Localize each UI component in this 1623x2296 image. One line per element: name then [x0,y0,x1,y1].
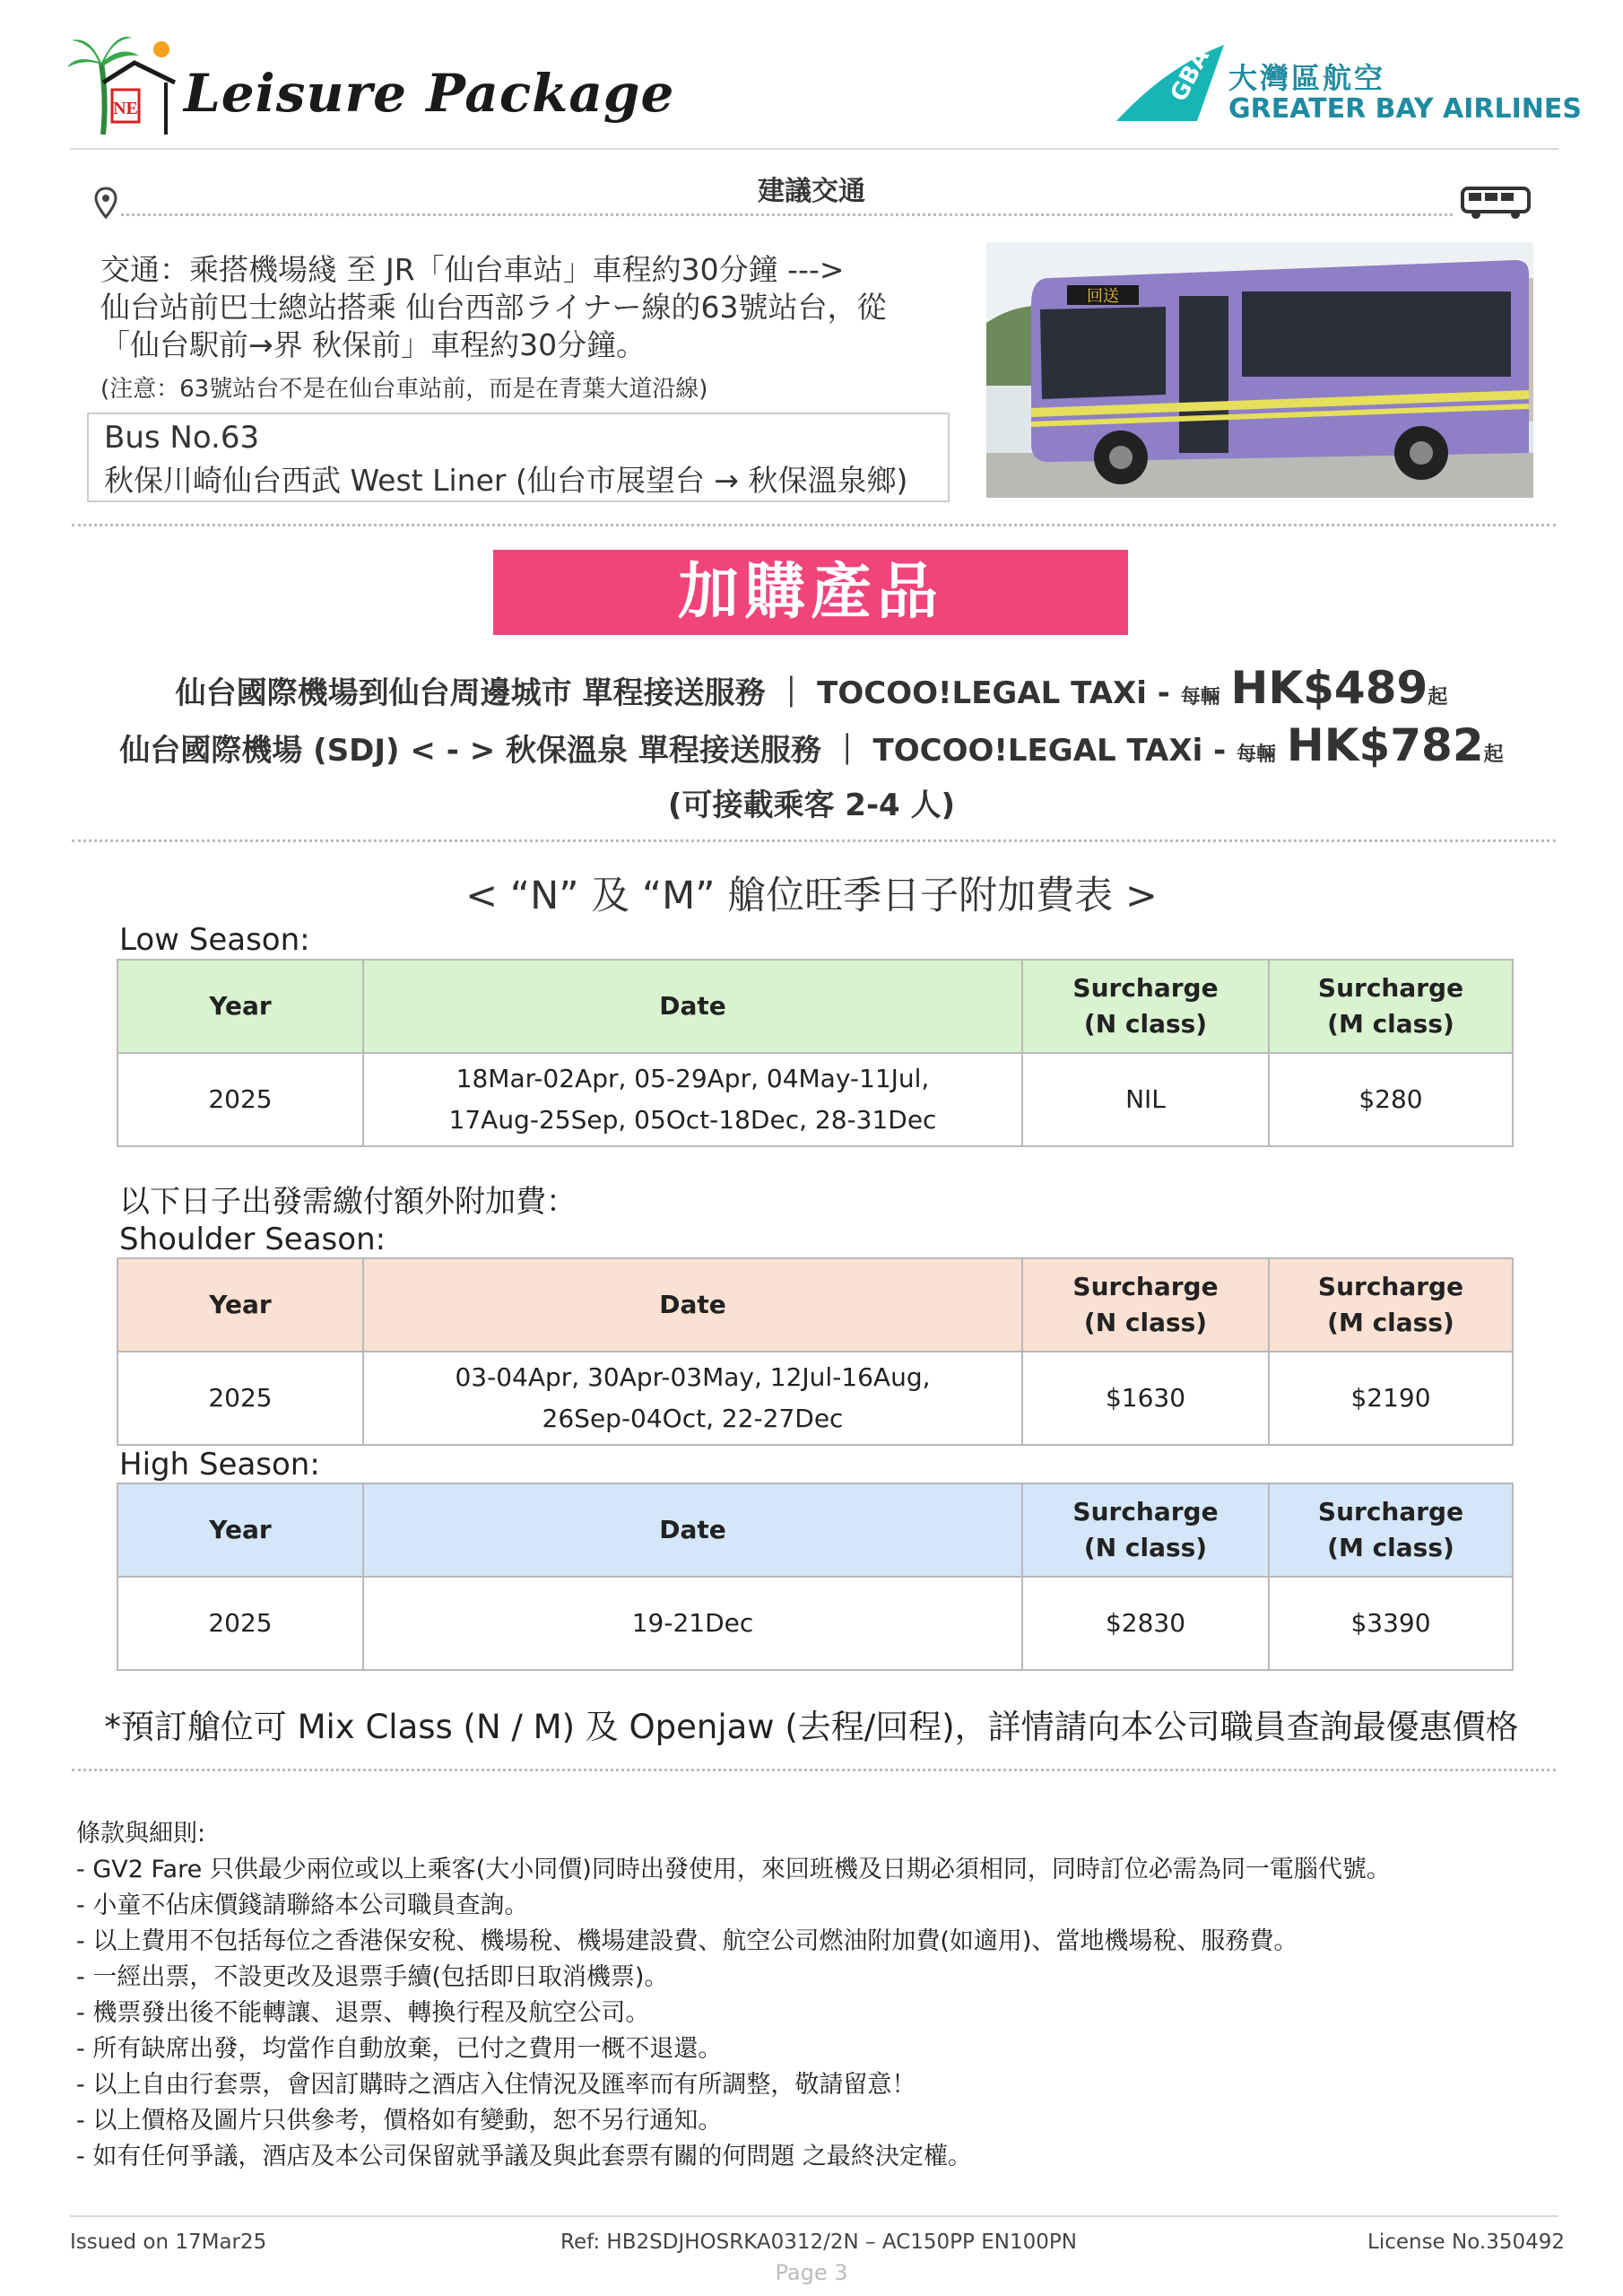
table-header-row [117,1483,1513,1577]
addon-line-3: (可接載乘客 2-4 人) [667,787,956,823]
brand-mark: NE [113,99,138,118]
terms-item: - 以上價格及圖片只供參考，價格如有變動，恕不另行通知。 [76,2107,723,2135]
low-season-table [117,959,1514,1147]
high-season-table [117,1483,1514,1671]
table-row [117,1577,1513,1670]
transport-note: (注意：63號站台不是在仙台車站前，而是在青葉大道沿線) [100,376,708,403]
header-divider [70,148,1558,150]
col-year: Year [117,1258,363,1352]
extra-surcharge-note: 以下日子出發需繳付額外附加費： [119,1184,577,1220]
high-season-label: High Season: [119,1447,320,1483]
shoulder-year: 2025 [117,1352,363,1445]
table-row [117,1352,1513,1445]
high-m-surcharge: $3390 [1269,1577,1513,1670]
col-date: Date [363,960,1022,1053]
transport-title-dots [121,213,1453,216]
addon-line-2-text: 仙台國際機場 (SDJ) < - > 秋保溫泉 單程接送服務 ｜ TOCOO!LEGAL TAXi - [119,733,1237,769]
low-m-surcharge: $280 [1269,1053,1513,1146]
col-m-surcharge: Surcharge (M class) [1269,960,1513,1053]
section-divider-1 [72,524,1556,526]
addon-line-2-price: HK$782 [1286,719,1484,771]
addon-line-1-suffix: 起 [1428,686,1448,709]
low-n-surcharge: NIL [1022,1053,1269,1146]
footer-divider [70,2215,1558,2217]
bus-number: Bus No.63 [104,420,260,456]
shoulder-season-table [117,1257,1514,1446]
terms-item: - 以上自由行套票，會因訂購時之酒店入住情況及匯率而有所調整，敬請留意！ [76,2071,916,2099]
addon-line-1-text: 仙台國際機場到仙台周邊城市 單程接送服務 ｜ TOCOO!LEGAL TAXi - [175,675,1181,711]
addon-line-2-suffix: 起 [1483,744,1504,766]
terms-item: - 機票發出後不能轉讓、退票、轉換行程及航空公司。 [76,1999,650,2027]
terms-item: - 以上費用不包括每位之香港保安稅、機場稅、機場建設費、航空公司燃油附加費(如適用)、當地機場稅、服務費。 [76,1927,1298,1955]
terms-item: - GV2 Fare 只供最少兩位或以上乘客(大小同價)同時出發使用，來回班機及日期必須相同，同時訂位必需為同一電腦代號。 [76,1856,1391,1883]
table-header-row [117,1258,1513,1352]
low-year: 2025 [117,1053,363,1146]
bus-info-box [87,413,950,502]
col-date: Date [363,1258,1022,1352]
addon-banner: 加購產品 [493,550,1128,635]
shoulder-dates: 03-04Apr, 30Apr-03May, 12Jul-16Aug, 26Sep-04Oct, 22-27Dec [363,1352,1022,1445]
bus-destination-sign: 回送 [1087,287,1119,306]
airline-name-en: GREATER BAY AIRLINES [1228,93,1582,125]
high-dates: 19-21Dec [363,1577,1022,1670]
col-n-surcharge: Surcharge (N class) [1022,960,1269,1053]
terms-section [76,1816,1391,2175]
terms-item: - 小童不佔床價錢請聯絡本公司職員查詢。 [76,1892,529,1919]
season-table-title: < “N” 及 “M” 艙位旺季日子附加費表 > [465,874,1158,918]
addon-line-1 [0,662,1623,714]
terms-item: - 一經出票，不設更改及退票手續(包括即日取消機票)。 [76,1963,669,1991]
addon-line-2 [0,719,1623,771]
col-n-surcharge: Surcharge (N class) [1022,1483,1269,1577]
transport-line-2: 仙台站前巴士總站搭乘 仙台西部ライナー線的63號站台，從 [100,290,887,325]
mix-class-note: *預訂艙位可 Mix Class (N / M) 及 Openjaw (去程/回程)，詳情請向本公司職員查詢最優惠價格 [104,1708,1519,1746]
col-m-surcharge: Surcharge (M class) [1269,1258,1513,1352]
transport-line-1: 交通：乘搭機場綫 至 JR「仙台車站」車程約30分鐘 ---> [100,252,845,287]
page-number: Page 3 [775,2260,848,2285]
bus-photo [986,242,1533,498]
map-pin-icon [94,187,117,219]
terms-item: - 如有任何爭議，酒店及本公司保留就爭議及與此套票有關的何問題 之最終決定權。 [76,2143,972,2170]
col-date: Date [363,1483,1022,1577]
bus-route: 秋保川崎仙台西武 West Liner (仙台市展望台 → 秋保溫泉鄉) [104,463,908,498]
addon-line-1-price: HK$489 [1230,662,1428,714]
license-number: License No.350492 [1367,2231,1566,2254]
addon-line-2-per: 每輛 [1237,744,1277,766]
addon-line-1-per: 每輛 [1180,686,1220,709]
issued-date: Issued on 17Mar25 [70,2231,267,2254]
shoulder-m-surcharge: $2190 [1269,1352,1513,1445]
terms-title: 條款與細則: [76,1820,206,1848]
table-header-row [117,960,1513,1053]
airline-mark: GBA [1165,45,1215,107]
high-year: 2025 [117,1577,363,1670]
brand-title: Leisure Package [184,63,675,124]
airline-name-cn: 大灣區航空 [1228,61,1386,95]
terms-item: - 所有缺席出發，均當作自動放棄，已付之費用一概不退還。 [76,2035,723,2063]
col-year: Year [117,960,363,1053]
section-divider-2 [72,839,1556,842]
table-row [117,1053,1513,1146]
shoulder-season-label: Shoulder Season: [119,1222,386,1257]
col-n-surcharge: Surcharge (N class) [1022,1258,1269,1352]
low-dates: 18Mar-02Apr, 05-29Apr, 04May-11Jul, 17Aug-25Sep, 05Oct-18Dec, 28-31Dec [363,1053,1022,1146]
reference-code: Ref: HB2SDJHOSRKA0312/2N – AC150PP EN100PN [560,2231,1077,2254]
shoulder-n-surcharge: $1630 [1022,1352,1269,1445]
bus-icon [1460,185,1533,221]
low-season-label: Low Season: [119,922,310,958]
transport-line-3: 「仙台駅前→界 秋保前」車程約30分鐘。 [100,327,647,362]
transport-title: 建議交通 [758,176,865,207]
col-m-surcharge: Surcharge (M class) [1269,1483,1513,1577]
section-divider-3 [72,1769,1556,1771]
high-n-surcharge: $2830 [1022,1577,1269,1670]
col-year: Year [117,1483,363,1577]
